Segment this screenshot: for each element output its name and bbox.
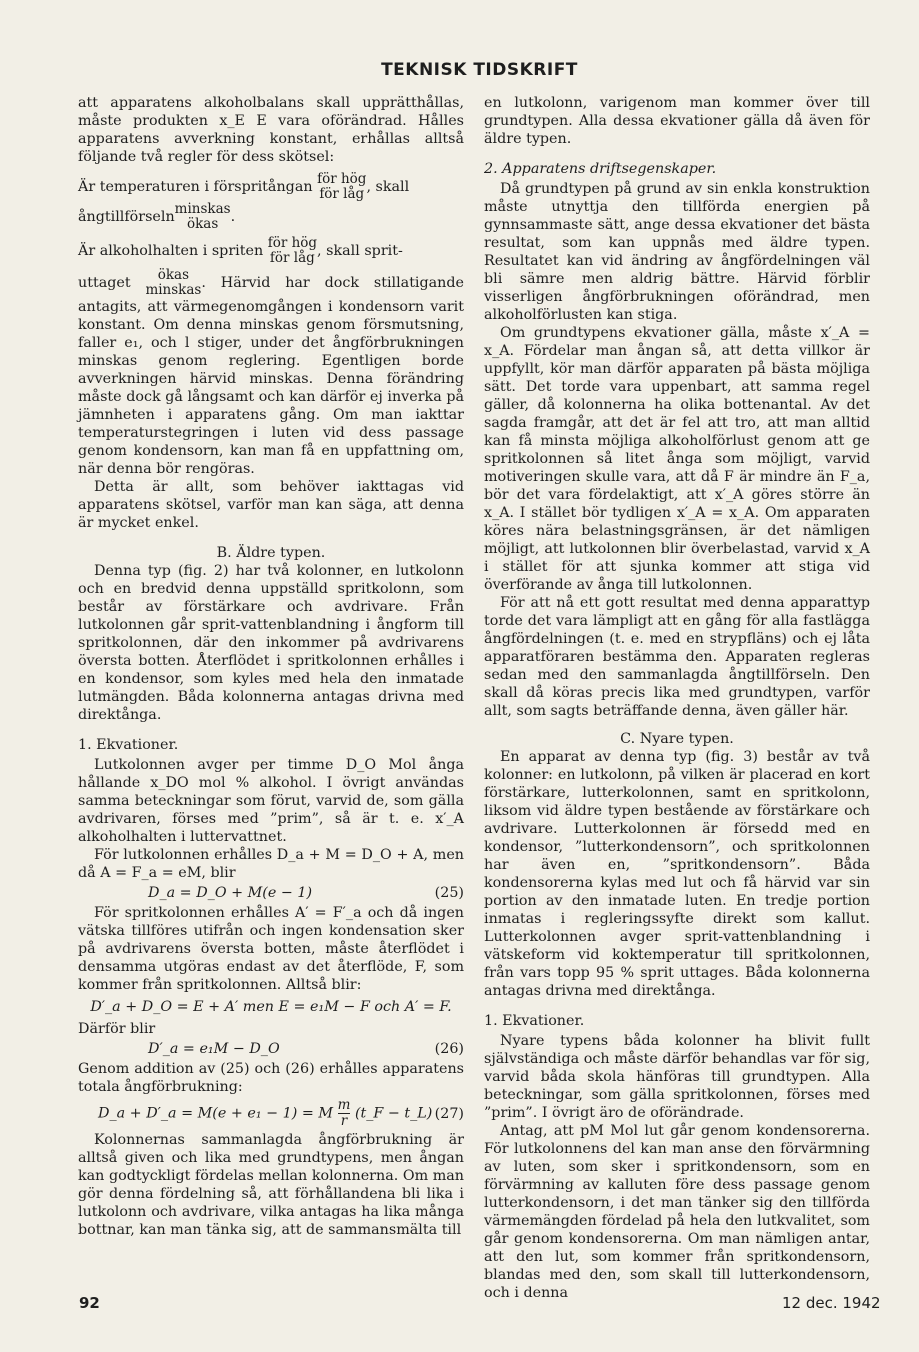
rule-temperature: Är temperaturen i förspritångan för hög för låg , skall [78,171,410,202]
left-column [78,94,464,1239]
paragraph: Därför blir [78,1021,156,1037]
equation-26: D′_a = e₁M − D_O (26) [148,1041,464,1057]
page-number: 92 [79,1294,100,1312]
paragraph: Då grundtypen på grund av sin enkla konstruktion måste utnyttja den tillförda energien på gynnsammaste sätt, ange dessa ekvationer det bästa resultat, som kan uppnås med äldre typen. Resultatet kan vid ändring av ångfördelningen väl bli sämre men aldrig bättre. Härvid förblir visserligen ångförbrukningen oförändrad, men alkoholförlusten kan stiga. [484,181,870,323]
paragraph: För lutkolonnen erhålles D_a + M = D_O + A, men då A = F_a = eM, blir [78,847,464,881]
subsection-heading: 1. Ekvationer. [78,737,179,753]
right-column [484,94,870,1302]
paragraph: En apparat av denna typ (fig. 3) består av två kolonner: en lutkolonn, på vilken är placerad en kort förstärkare, lutterkolonnen, samt en spritkolonn, liksom vid äldre typen bestående av förstärkare och avdrivare. Lutterkolonnen är försedd med en kondensor, ”lutterkondensorn”, och spritkolonnen har även en, ”spritkondensorn”. Båda kondensorerna kylas med lut och få härvid var sin portion av den inmatade luten. En tredje portion inmatas i regleringssyfte direkt som kallut. Lutterkolonnen avger sprit-vattenblandning i vätskeform vid koktemperatur till spritkolonnen, från vars topp 95 % sprit uttages. Båda kolonnerna antagas drivna med direktånga. [484,749,870,999]
paragraph: Kolonnernas sammanlagda ångförbrukning är alltså given och lika med grundtypens, men ångan kan godtyckligt fördelas mellan kolonnerna. Om man gör denna fördelning så, att förhållandena bli lika i lutkolonn och avdrivare, vilka antagas ha lika många bottnar, kan man tänka sig, att de sammansmälta till [78,1132,464,1238]
equation-27: D_a + D′_a = M(e + e₁ − 1) = M $\frac{m}{r}$ (t_F − t_L) (27) [98,1097,464,1129]
paragraph: Denna typ (fig. 2) har två kolonner, en lutkolonn och en bredvid denna uppställd spritkolonn, som består av förstärkare och avdrivare. Från lutkolonnen går sprit-vattenblandning i ångform till spritkolonnen, där den inkommer på avdrivarens översta botten. Återflödet i spritkolonnen erhålles i en kondensor, som kyles med hela den inmatade lutmängden. Båda kolonnerna antagas drivna med direktånga. [78,563,464,723]
rule-steam: ångtillförseln minskas ökas . [78,201,236,232]
paragraph: Nyare typens båda kolonner ha blivit fullt självständiga och måste därför behandlas var för sig, varvid båda skola hänföras till grundtypen. Alla beteckningar, som gälla spritkolonnen, förses med ”prim”. I övrigt äro de oförändrade. [484,1033,870,1121]
equation-line: D′_a + D_O = E + A′ men E = e₁M − F och A′ = F. [90,999,452,1015]
paragraph: För spritkolonnen erhålles A′ = F′_a och då ingen vätska tillföres utifrån och ingen kondensation sker på avdrivarens översta botten, måste återflödet i densamma utgöras endast av det återflöde, F, som kommer från spritkolonnen. Alltså blir: [78,905,464,993]
paragraph: Detta är allt, som behöver iakttagas vid apparatens skötsel, varför man kan säga, att denna är mycket enkel. [78,479,464,531]
paragraph: Genom addition av (25) och (26) erhålles apparatens totala ångförbrukning: [78,1061,464,1095]
paragraph: uttaget ökas minskas . Härvid har dock stillatigande antagits, att värmegenomgången i kondensorn varit konstant. Om denna minskas genom försmutsning, faller e₁, och l stiger, under det ångförbrukningen minskas genom reglering. Egentligen borde avverkningen härvid minskas. Denna förändring måste dock gå långsamt och kan därför ej inverka på jämnheten i apparatens gång. Om man iakttar temperaturstegringen i luten vid dess passage genom kondensorn, kan man få en uppfattning om, när denna bör rengöras. [78,267,465,477]
paragraph: För att nå ett gott resultat med denna apparattyp torde det vara lämpligt att en gång för alla fastlägga ångfördelningen (t. e. med en strypfläns) och ej låta apparatföraren bestämma den. Apparaten regleras sedan med den sammanlagda ångtillförseln. Den skall då köras precis lika med grundtypen, varför allt, som sagts beträffande denna, även gäller här. [484,595,870,719]
subsection-heading: 1. Ekvationer. [484,1013,585,1029]
paragraph: Lutkolonnen avger per timme D_O Mol ånga hållande x_DO mol % alkohol. I övrigt användas samma beteckningar som förut, varvid de, som gälla avdrivaren, förses med ”prim”, så är t. e. x′_A alkoholhalten i luttervattnet. [78,757,464,845]
paragraph: att apparatens alkoholbalans skall upprätthållas, måste produkten x_E E vara oförändrad. Hålles apparatens avverkning konstant, erhållas alltså följande två regler för dess skötsel: [78,95,464,165]
section-heading-C: C. Nyare typen. [620,731,734,747]
journal-header: TEKNISK TIDSKRIFT [381,60,578,80]
section-heading-B: B. Äldre typen. [216,545,326,561]
issue-date: 12 dec. 1942 [782,1294,881,1312]
paragraph: Om grundtypens ekvationer gälla, måste x′_A = x_A. Fördelar man ångan så, att detta villkor är uppfyllt, kör man därför apparaten på bästa möjliga sätt. Det torde vara uppenbart, att samma regel gäller, då kolonnerna ha olika bottenantal. Av det sagda framgår, att det är fel att tro, att man alltid kan få minsta möjliga alkoholförlust genom att ge spritkolonnen så litet ånga som möjligt, varvid motiveringen skulle vara, att då F är mindre än F_a, bör det vara fördelaktigt, att x′_A göres större än x_A. I stället bör tydligen x′_A = x_A. Om apparaten köres nära belastningsgränsen, är det nämligen möjligt, att lutkolonnen blir överbelastad, varvid x_A i stället för att sjunka kommer att stiga vid överförande av ånga till lutkolonnen. [484,325,870,593]
rule-alcohol: Är alkoholhalten i spriten för hög för låg , skall sprit- [78,235,403,266]
paragraph: en lutkolonn, varigenom man kommer över till grundtypen. Alla dessa ekvationer gälla då även för äldre typen. [484,95,870,147]
paragraph: Antag, att pM Mol lut går genom kondensorerna. För lutkolonnens del kan man anse den förvärmning av luten, som sker i spritkondensorn, som en förvärmning av kalluten före dess passage genom lutterkondensorn, i det man tänker sig den tillförda värmemängden fördelad på hela den lutkvalitet, som går genom kondensorerna. Om man nämligen antar, att den lut, som kommer från spritkondensorn, blandas med den, som skall till lutterkondensorn, och i denna [484,1123,870,1301]
subsection-heading: 2. Apparatens driftsegenskaper. [484,161,717,177]
equation-25: D_a = D_O + M(e − 1) (25) [148,885,464,901]
